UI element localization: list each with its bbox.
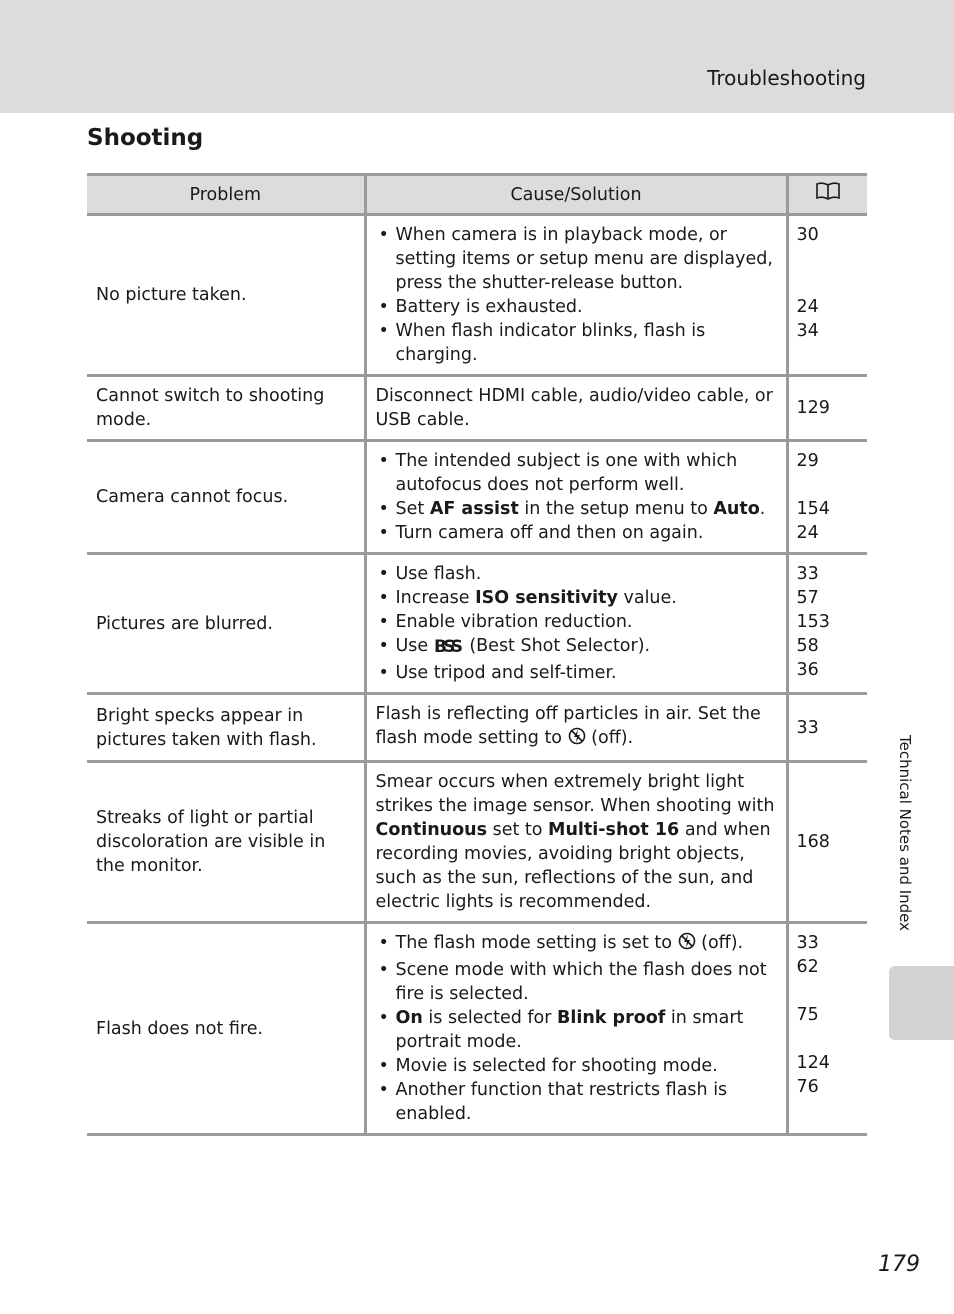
- cause-cell: [365, 441, 787, 554]
- list-item: • The flash mode setting is set to (off).: [376, 931, 778, 958]
- problem-cell: Streaks of light or partial discoloration are visible in the monitor.: [87, 762, 365, 923]
- problem-cell: Cannot switch to shooting mode.: [87, 376, 365, 441]
- header-band: [0, 0, 954, 113]
- cause-cell: [365, 554, 787, 694]
- flash-off-icon: [678, 931, 696, 958]
- problem-cell: No picture taken.: [87, 215, 365, 376]
- header-cause-solution: Cause/Solution: [365, 175, 787, 215]
- svg-text:BSS: BSS: [433, 637, 463, 654]
- page-cell: 30 24 34: [787, 215, 867, 376]
- list-item: • When camera is in playback mode, or setting items or setup menu are displayed, press the shutter-release button.: [376, 223, 778, 295]
- page-cell: 33 62 75 124 76: [787, 923, 867, 1135]
- table-row: [87, 376, 867, 441]
- list-item: • Use tripod and self-timer.: [376, 661, 778, 685]
- list-item: • Turn camera off and then on again.: [376, 521, 778, 545]
- table-row: [87, 694, 867, 762]
- cause-cell: Smear occurs when extremely bright light strikes the image sensor. When shooting with Continuous set to Multi-shot 16 and when recording movies, avoiding bright objects, such as the sun, reflections of the sun, and electric lights is recommended.: [365, 762, 787, 923]
- cause-cell: Flash is reflecting off particles in air. Set the flash mode setting to (off).: [365, 694, 787, 762]
- table-row: [87, 215, 867, 376]
- list-item: • Movie is selected for shooting mode.: [376, 1054, 778, 1078]
- table-row: [87, 441, 867, 554]
- cause-cell: Disconnect HDMI cable, audio/video cable, or USB cable.: [365, 376, 787, 441]
- table-header-row: [87, 175, 867, 215]
- list-item: • Scene mode with which the flash does not fire is selected.: [376, 958, 778, 1006]
- page-number: 179: [878, 1252, 920, 1277]
- list-item: • The intended subject is one with which autofocus does not perform well.: [376, 449, 778, 497]
- list-item: • Set AF assist in the setup menu to Auto.: [376, 497, 778, 521]
- page-cell: 33 57 153 58 36: [787, 554, 867, 694]
- book-reference-icon: [815, 182, 841, 207]
- page-cell: 129: [787, 376, 867, 441]
- page-cell: 29 154 24: [787, 441, 867, 554]
- problem-cell: Flash does not fire.: [87, 923, 365, 1135]
- list-item: • On is selected for Blink proof in smart portrait mode.: [376, 1006, 778, 1054]
- list-item: • When flash indicator blinks, flash is charging.: [376, 319, 778, 367]
- problem-cell: Pictures are blurred.: [87, 554, 365, 694]
- list-item: • Battery is exhausted.: [376, 295, 778, 319]
- flash-off-icon: [568, 726, 586, 753]
- header-problem: Problem: [87, 175, 365, 215]
- table-row: [87, 923, 867, 1135]
- list-item: • Use flash.: [376, 562, 778, 586]
- side-tab-label: Technical Notes and Index: [896, 735, 914, 932]
- table-row: [87, 554, 867, 694]
- problem-cell: Camera cannot focus.: [87, 441, 365, 554]
- list-item: • Another function that restricts flash is enabled.: [376, 1078, 778, 1126]
- section-title: Shooting: [87, 125, 204, 151]
- chapter-title: Troubleshooting: [707, 66, 866, 90]
- list-item: • Enable vibration reduction.: [376, 610, 778, 634]
- page-cell: 33: [787, 694, 867, 762]
- bss-icon: [434, 636, 464, 661]
- table-row: [87, 762, 867, 923]
- problem-cell: Bright specks appear in pictures taken with flash.: [87, 694, 365, 762]
- cause-cell: [365, 923, 787, 1135]
- troubleshooting-table: [87, 173, 867, 1136]
- list-item: • Use BSS (Best Shot Selector).: [376, 634, 778, 661]
- cause-cell: [365, 215, 787, 376]
- side-tab: [889, 966, 954, 1040]
- page-cell: 168: [787, 762, 867, 923]
- list-item: • Increase ISO sensitivity value.: [376, 586, 778, 610]
- header-reference: [787, 175, 867, 215]
